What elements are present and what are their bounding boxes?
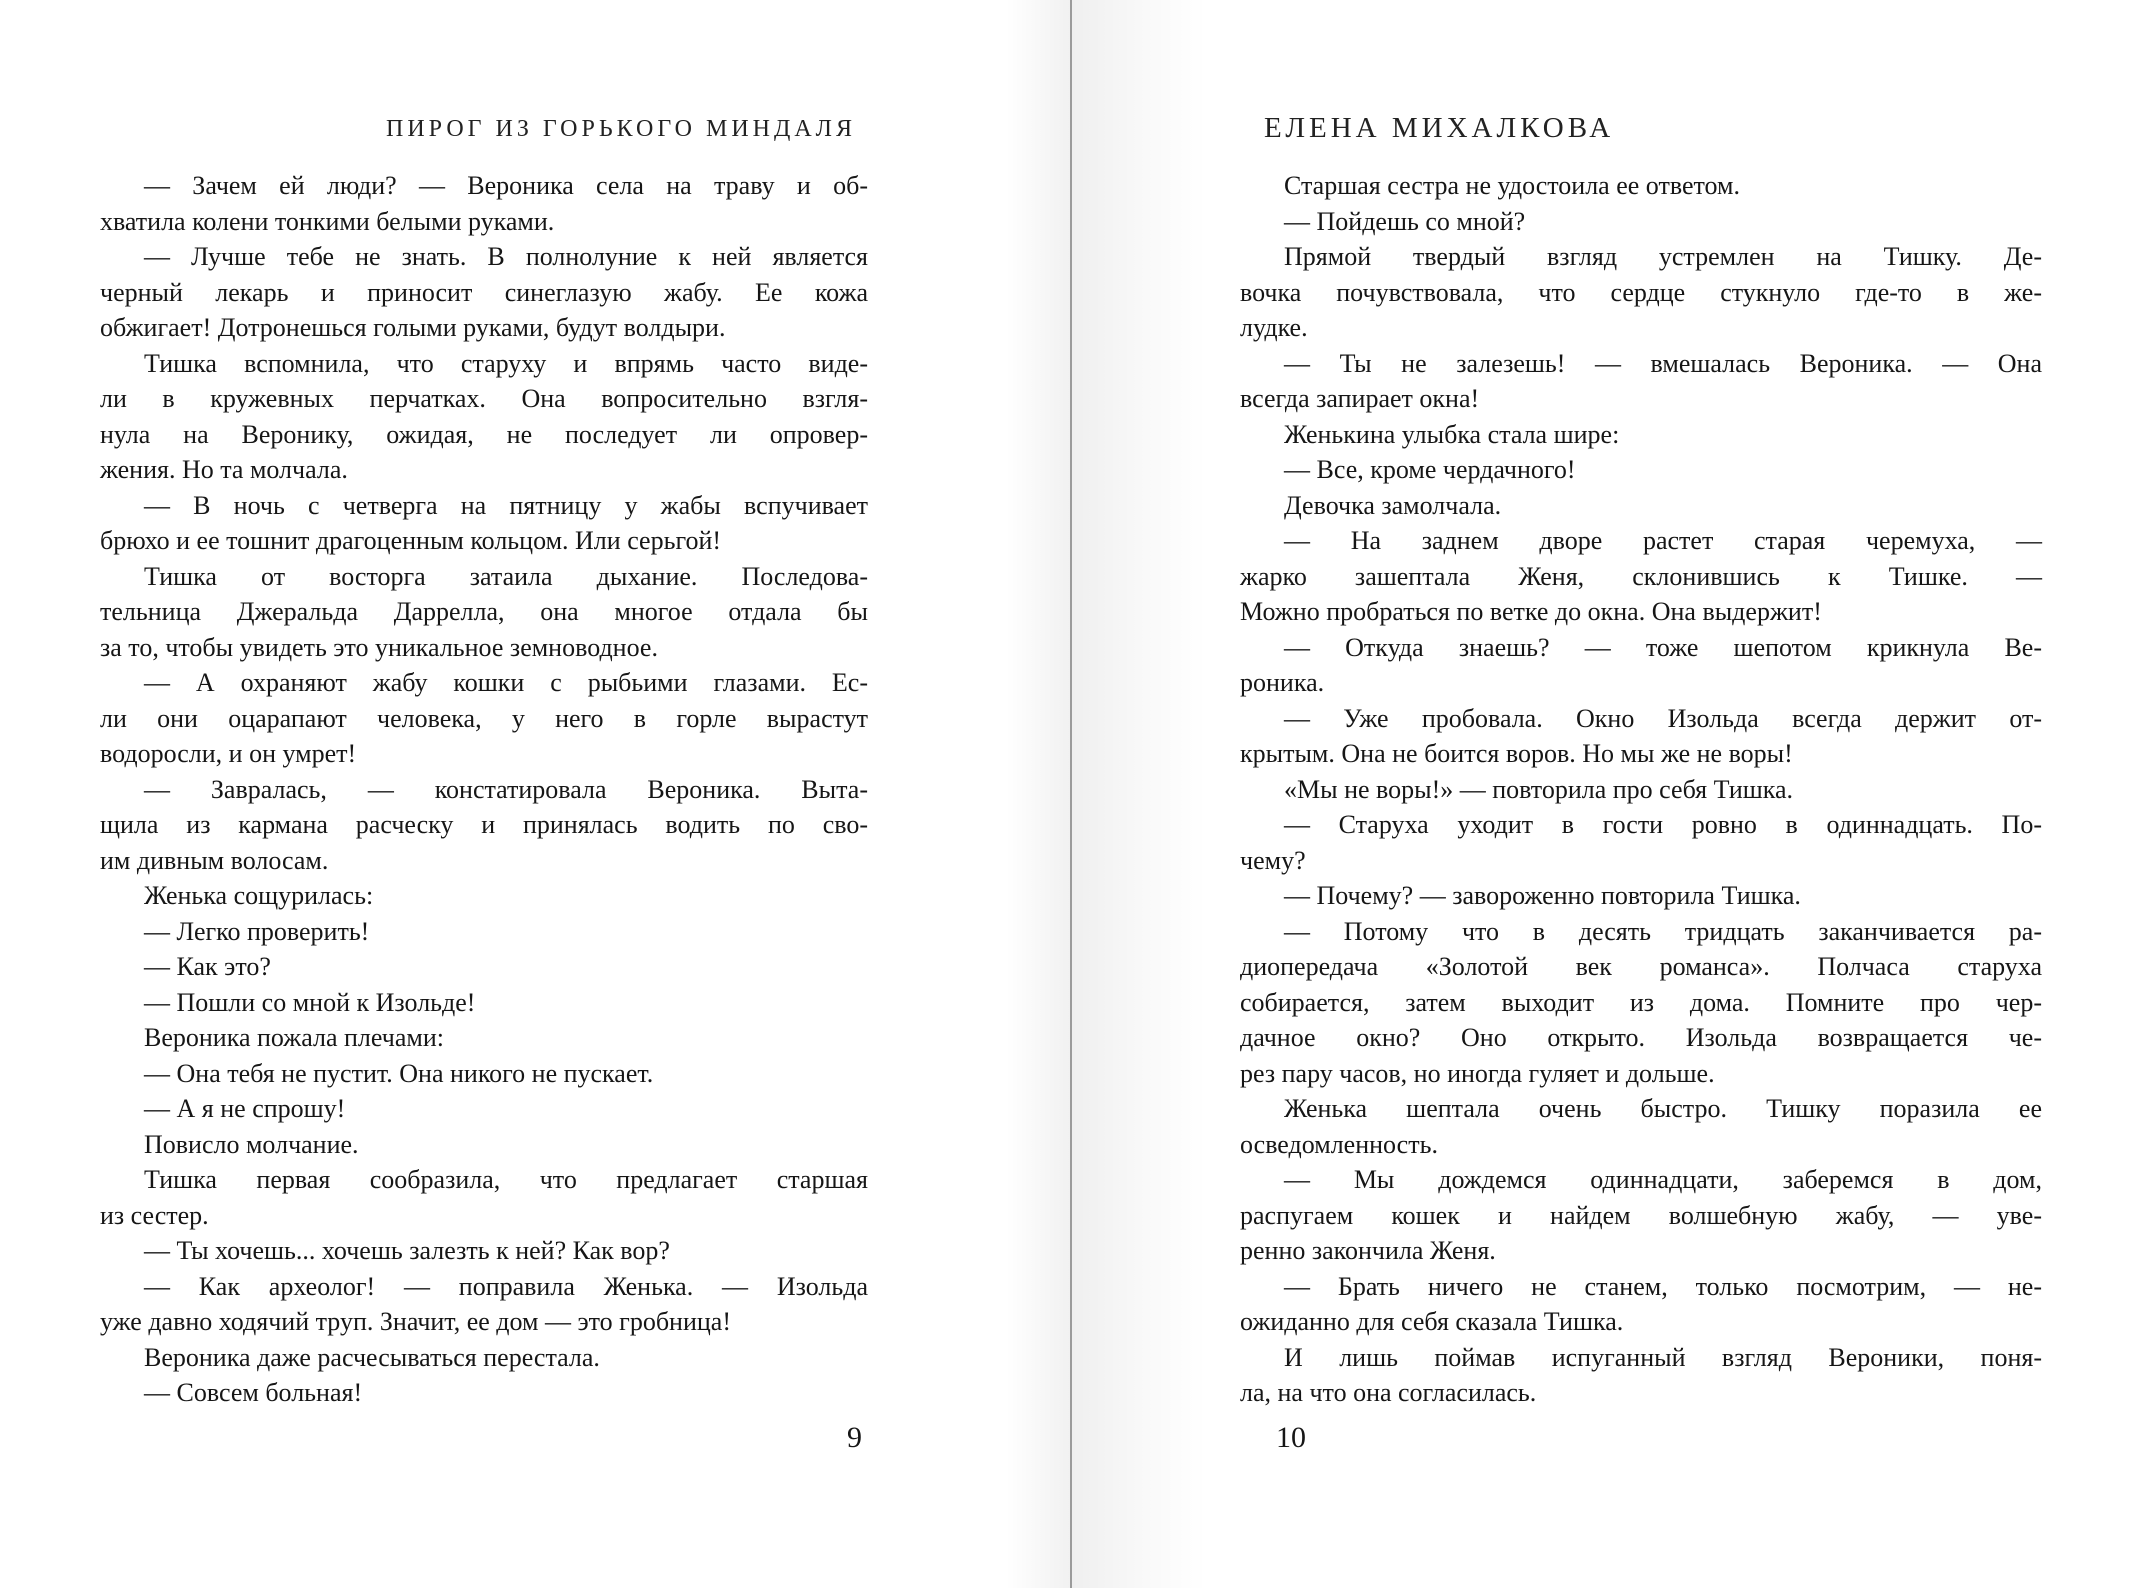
- text-line: — Лучше тебе не знать. В полнолуние к ней является: [144, 242, 868, 271]
- text-line: — Она тебя не пустит. Она никого не пускает.: [144, 1058, 654, 1088]
- text-line: вочка почувствовала, что сердце стукнуло где-то в же-: [1240, 277, 2042, 307]
- paragraph: [1240, 878, 2042, 914]
- paragraph: [1240, 488, 2042, 524]
- text-line: ли они оцарапают человека, у него в горле вырастут: [100, 703, 868, 733]
- text-line: водоросли, и он умрет!: [100, 739, 357, 768]
- text-line: роника.: [1240, 668, 1325, 697]
- text-line: распугаем кошек и найдем волшебную жабу, — уве-: [1240, 1200, 2042, 1230]
- text-line: — Ты хочешь... хочешь залезть к ней? Как вор?: [144, 1236, 670, 1265]
- text-line: Старшая сестра не удостоила ее ответом.: [1284, 171, 1740, 200]
- text-line: — Пошли со мной к Изольде!: [144, 987, 476, 1017]
- text-line: из сестер.: [100, 1200, 209, 1230]
- text-line: лудке.: [1240, 313, 1308, 342]
- text-line: рез пару часов, но иногда гуляет и дольше.: [1240, 1058, 1715, 1088]
- paragraph: [1240, 1269, 2042, 1340]
- text-line: жения. Но та молчала.: [100, 455, 348, 484]
- text-line: жарко зашептала Женя, склонившись к Тишке. —: [1240, 561, 2042, 591]
- left-page-text: [100, 168, 868, 1411]
- text-line: Тишка первая сообразила, что предлагает старшая: [144, 1165, 868, 1194]
- gutter-shadow-left: [1005, 0, 1070, 1588]
- paragraph: [1240, 168, 2042, 204]
- paragraph: [1240, 204, 2042, 240]
- text-line: Девочка замолчала.: [1284, 490, 1502, 520]
- text-line: — В ночь с четверга на пятницу у жабы вспучивает: [144, 490, 868, 520]
- text-line: — Потому что в десять тридцать заканчивается ра-: [1284, 916, 2042, 946]
- text-line: — Как археолог! — поправила Женька. — Изольда: [144, 1271, 868, 1301]
- paragraph: [100, 878, 868, 914]
- text-line: дачное окно? Оно открыто. Изольда возвращается че-: [1240, 1023, 2042, 1052]
- text-line: ожиданно для себя сказала Тишка.: [1240, 1307, 1624, 1336]
- paragraph: [100, 168, 868, 239]
- text-line: — Ты не залезешь! — вмешалась Вероника. — Она: [1284, 348, 2042, 378]
- paragraph: [100, 559, 868, 666]
- paragraph: [1240, 239, 2042, 346]
- paragraph: [100, 239, 868, 346]
- paragraph: [1240, 701, 2042, 772]
- paragraph: [1240, 452, 2042, 488]
- paragraph: [100, 1269, 868, 1340]
- text-line: Тишка вспомнила, что старуху и впрямь часто виде-: [144, 348, 868, 378]
- text-line: Женька шептала очень быстро. Тишку поразила ее: [1284, 1094, 2042, 1123]
- paragraph: [100, 985, 868, 1021]
- text-line: И лишь поймав испуганный взгляд Вероники, поня-: [1284, 1342, 2042, 1372]
- page-number-left: 9: [847, 1421, 862, 1454]
- paragraph: [1240, 1340, 2042, 1411]
- text-line: — Все, кроме чердачного!: [1284, 455, 1576, 484]
- text-line: Тишка от восторга затаила дыхание. Последова-: [144, 561, 868, 591]
- text-line: тельница Джеральда Даррелла, она многое отдала бы: [100, 597, 868, 626]
- text-line: — А я не спрошу!: [144, 1094, 346, 1123]
- text-line: — Мы дождемся одиннадцати, заберемся в дом,: [1284, 1165, 2042, 1194]
- text-line: крытым. Она не боится воров. Но мы же не воры!: [1240, 739, 1793, 768]
- text-line: собирается, затем выходит из дома. Помните про чер-: [1240, 987, 2042, 1017]
- paragraph: [100, 1375, 868, 1411]
- page-number-right: 10: [1276, 1421, 1306, 1454]
- paragraph: [100, 346, 868, 488]
- paragraph: [1240, 1162, 2042, 1269]
- text-line: диопередача «Золотой век романса». Полчаса старуха: [1240, 952, 2042, 981]
- text-line: — Старуха уходит в гости ровно в одиннадцать. По-: [1284, 810, 2042, 839]
- text-line: нула на Веронику, ожидая, не последует ли опровер-: [100, 419, 868, 449]
- paragraph: [100, 1056, 868, 1092]
- paragraph: [100, 772, 868, 879]
- text-line: за то, чтобы увидеть это уникальное земноводное.: [100, 632, 658, 662]
- text-line: Повисло молчание.: [144, 1129, 359, 1159]
- paragraph: [100, 1340, 868, 1376]
- paragraph: [100, 914, 868, 950]
- text-line: Женькина улыбка стала шире:: [1284, 419, 1620, 449]
- text-line: всегда запирает окна!: [1240, 384, 1480, 413]
- text-line: уже давно ходячий труп. Значит, ее дом — это гробница!: [100, 1307, 731, 1336]
- paragraph: [100, 949, 868, 985]
- text-line: — Почему? — завороженно повторила Тишка.: [1284, 881, 1801, 910]
- text-line: — Брать ничего не станем, только посмотрим, — не-: [1284, 1271, 2042, 1301]
- text-line: хватила колени тонкими белыми руками.: [100, 206, 555, 236]
- running-head-book-title: ПИРОГ ИЗ ГОРЬКОГО МИНДАЛЯ: [386, 116, 856, 142]
- paragraph: [1240, 346, 2042, 417]
- text-line: Прямой твердый взгляд устремлен на Тишку. Де-: [1284, 242, 2042, 271]
- gutter-shadow-right: [1072, 0, 1207, 1588]
- paragraph: [100, 1162, 868, 1233]
- text-line: — Откуда знаешь? — тоже шепотом крикнула Ве-: [1284, 632, 2042, 662]
- text-line: Можно пробраться по ветке до окна. Она выдержит!: [1240, 597, 1822, 626]
- text-line: черный лекарь и приносит синеглазую жабу. Ее кожа: [100, 277, 868, 307]
- paragraph: [1240, 914, 2042, 1092]
- text-line: чему?: [1240, 845, 1306, 875]
- text-line: — Легко проверить!: [144, 916, 370, 946]
- text-line: — Завралась, — констатировала Вероника. Выта-: [144, 774, 868, 804]
- paragraph: [1240, 807, 2042, 878]
- paragraph: [100, 1127, 868, 1163]
- text-line: — Пойдешь со мной?: [1284, 206, 1526, 236]
- running-head-author: ЕЛЕНА МИХАЛКОВА: [1264, 112, 1615, 144]
- text-line: Женька сощурилась:: [144, 881, 374, 910]
- text-line: — Зачем ей люди? — Вероника села на траву и об-: [144, 171, 868, 200]
- text-line: щила из кармана расческу и принялась водить по сво-: [100, 810, 868, 839]
- text-line: брюхо и ее тошнит драгоценным кольцом. Или серьгой!: [100, 526, 722, 555]
- paragraph: [100, 665, 868, 772]
- text-line: ла, на что она согласилась.: [1240, 1378, 1537, 1407]
- right-page-text: [1240, 168, 2042, 1411]
- paragraph: [1240, 417, 2042, 453]
- text-line: Вероника даже расчесываться перестала.: [144, 1342, 600, 1372]
- text-line: ли в кружевных перчатках. Она вопросительно взгля-: [100, 384, 868, 413]
- paragraph: [1240, 772, 2042, 808]
- paragraph: [1240, 630, 2042, 701]
- text-line: — А охраняют жабу кошки с рыбьими глазами. Ес-: [144, 668, 868, 697]
- paragraph: [1240, 523, 2042, 630]
- text-line: — Совсем больная!: [144, 1378, 363, 1407]
- paragraph: [100, 1020, 868, 1056]
- text-line: Вероника пожала плечами:: [144, 1023, 444, 1052]
- text-line: обжигает! Дотронешься голыми руками, будут волдыри.: [100, 313, 726, 342]
- text-line: им дивным волосам.: [100, 845, 329, 875]
- text-line: осведомленность.: [1240, 1129, 1438, 1159]
- text-line: — Как это?: [144, 952, 271, 981]
- paragraph: [100, 1091, 868, 1127]
- paragraph: [1240, 1091, 2042, 1162]
- paragraph: [100, 1233, 868, 1269]
- text-line: ренно закончила Женя.: [1240, 1236, 1496, 1265]
- paragraph: [100, 488, 868, 559]
- text-line: «Мы не воры!» — повторила про себя Тишка.: [1284, 774, 1794, 804]
- text-line: — Уже пробовала. Окно Изольда всегда держит от-: [1284, 703, 2042, 733]
- text-line: — На заднем дворе растет старая черемуха, —: [1284, 526, 2042, 555]
